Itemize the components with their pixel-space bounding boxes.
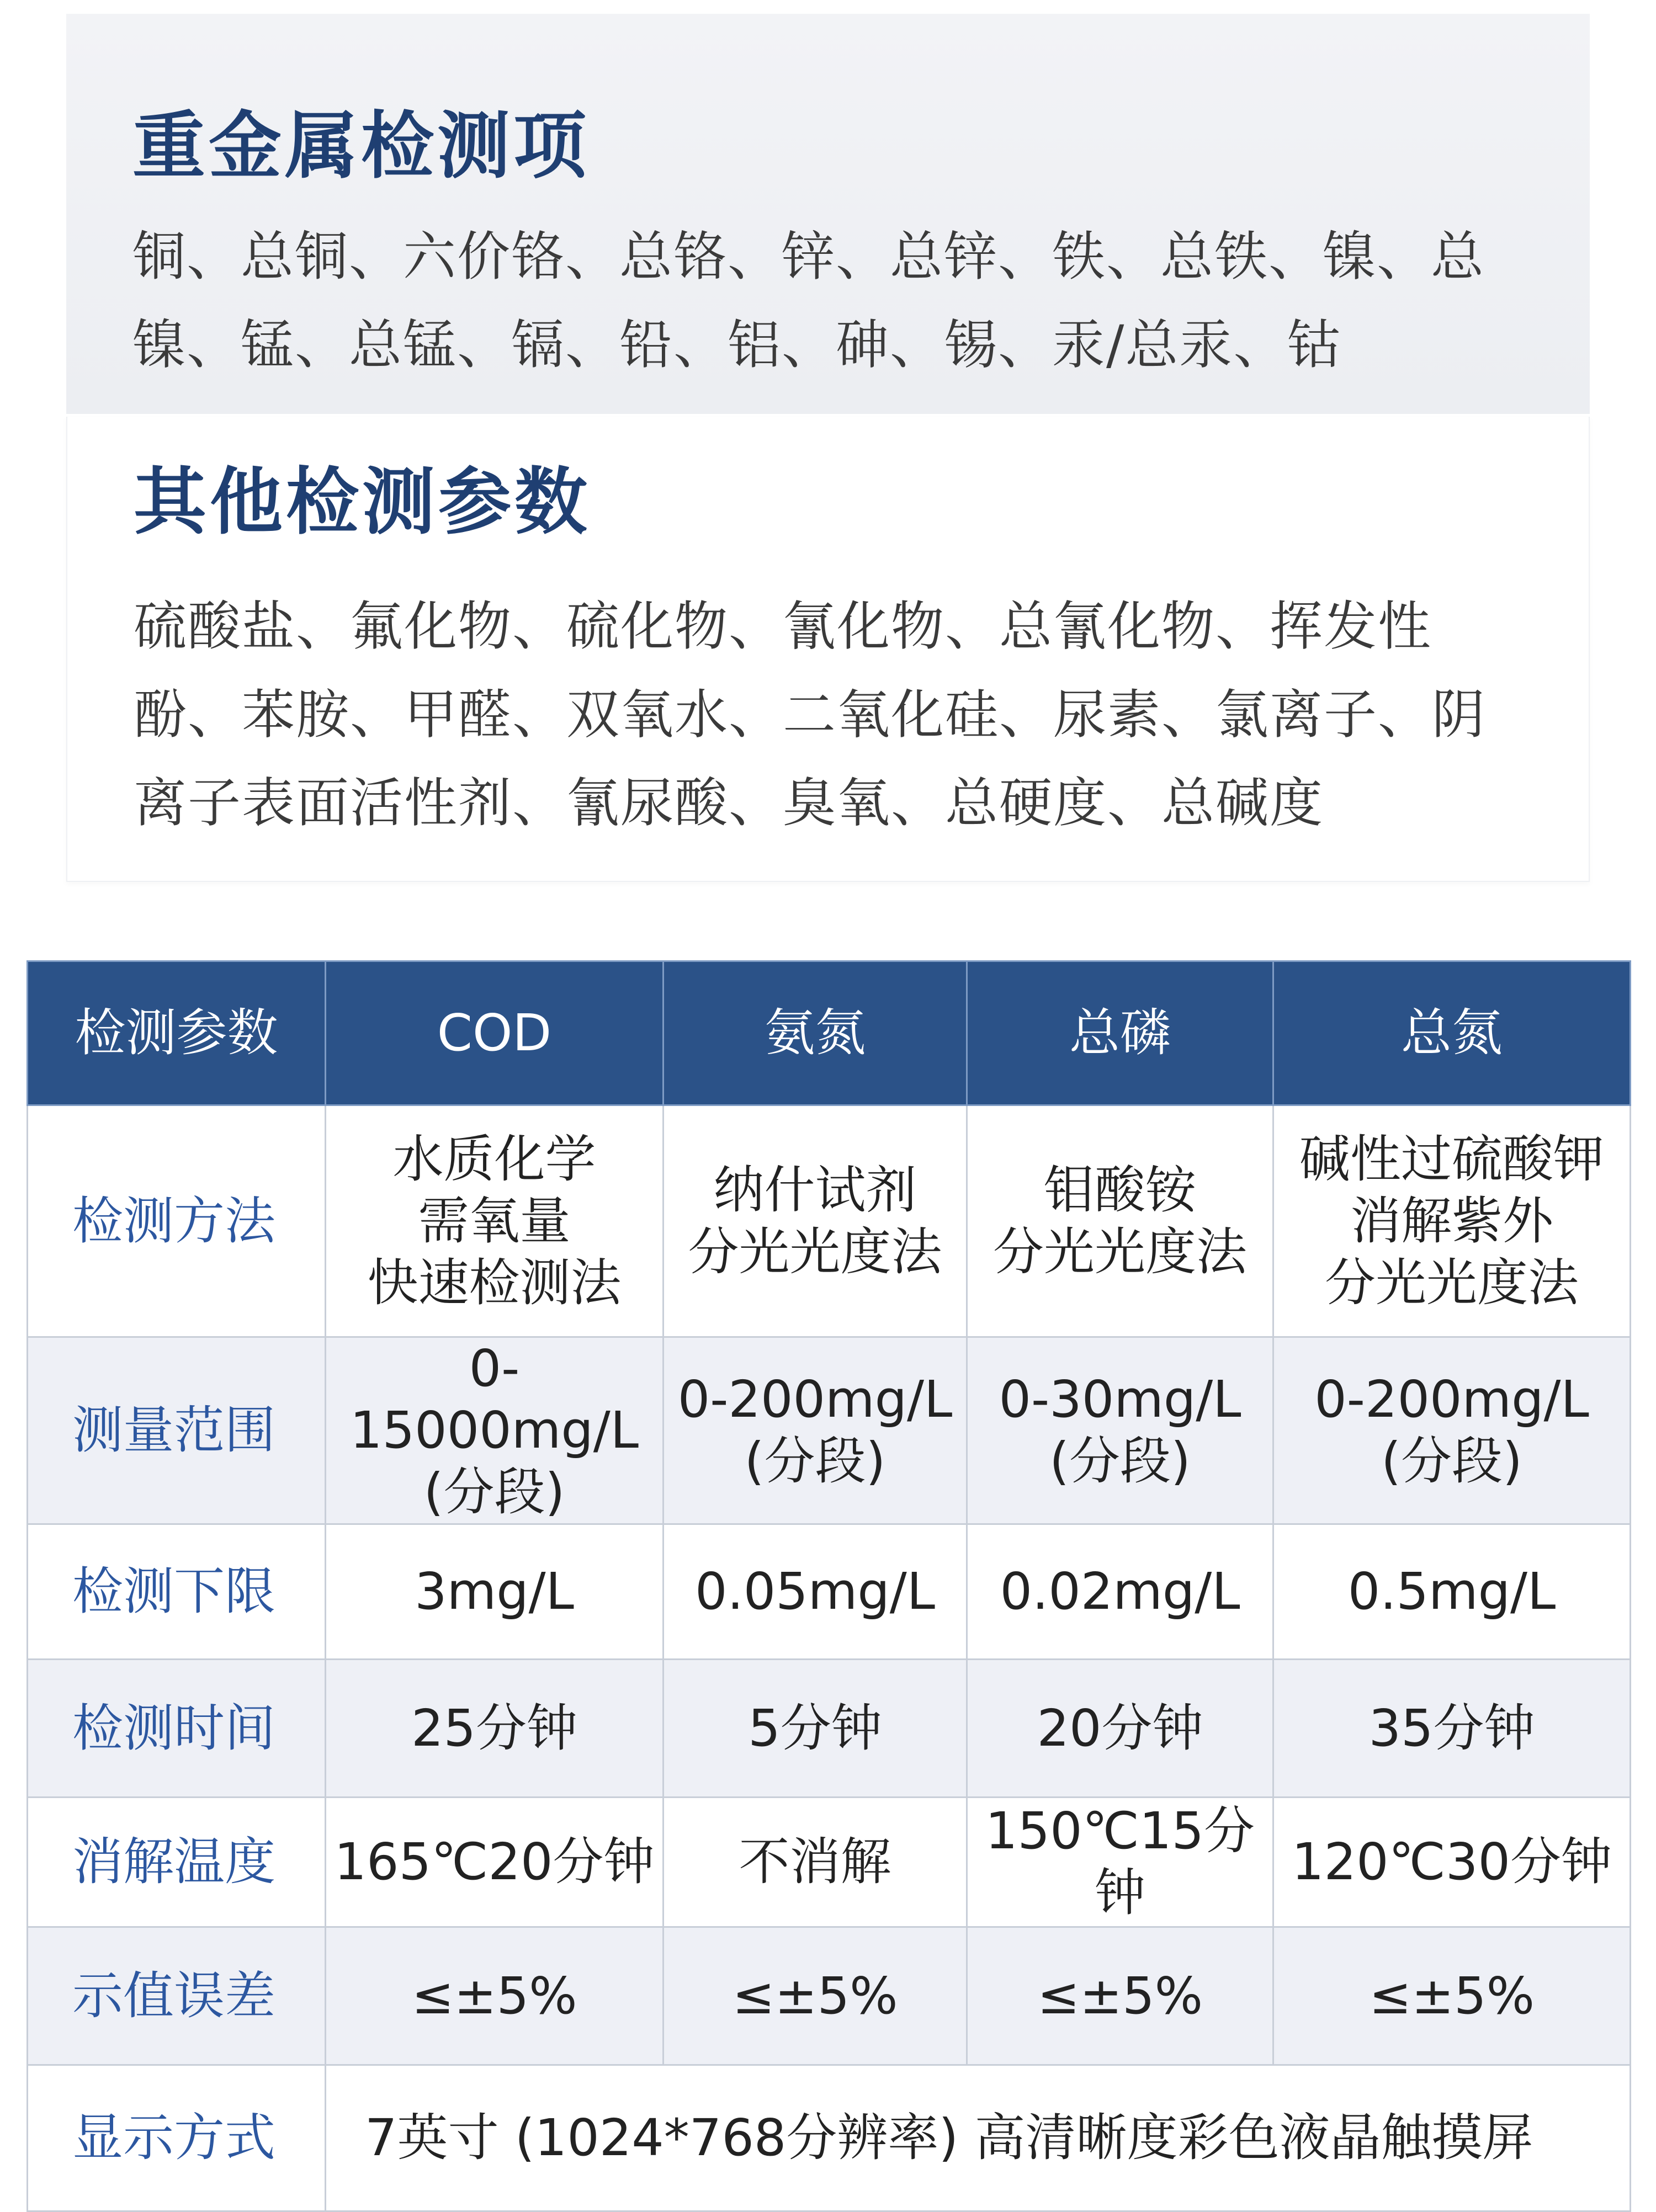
row-label: 消解温度 [28, 1798, 326, 1927]
header-total-nitrogen: 总氮 [1273, 961, 1631, 1105]
table-cell: 碱性过硫酸钾 消解紫外 分光光度法 [1273, 1105, 1631, 1337]
row-label: 示值误差 [28, 1927, 326, 2065]
table-row-display [28, 2065, 1631, 2211]
table-cell: 0.05mg/L [664, 1524, 967, 1660]
heavy-metals-title: 重金属检测项 [132, 104, 590, 189]
table-cell: 3mg/L [326, 1524, 664, 1660]
header-cod: COD [326, 961, 664, 1105]
table-row [28, 1927, 1631, 2065]
table-header-row [28, 961, 1631, 1105]
table-row [28, 1105, 1631, 1337]
spec-table [26, 960, 1631, 2212]
other-params-title: 其他检测参数 [134, 460, 591, 545]
table-cell: 水质化学 需氧量 快速检测法 [326, 1105, 664, 1337]
row-label: 检测下限 [28, 1524, 326, 1660]
table-cell: 钼酸铵 分光光度法 [967, 1105, 1273, 1337]
table-row [28, 1524, 1631, 1660]
table-cell: 不消解 [664, 1798, 967, 1927]
other-params-list: 硫酸盐、氟化物、硫化物、氰化物、总氰化物、挥发性酚、苯胺、甲醛、双氧水、二氧化硅、尿素、氯离子、阴离子表面活性剂、氰尿酸、臭氧、总硬度、总碱度 [134, 595, 1486, 834]
table-cell: 150℃15分钟 [967, 1798, 1273, 1927]
other-params-panel [66, 417, 1590, 882]
table-cell: ≤±5% [1273, 1927, 1631, 2065]
table-cell: 165℃20分钟 [326, 1798, 664, 1927]
table-cell: 35分钟 [1273, 1660, 1631, 1798]
display-value: 7英寸 (1024*768分辨率) 高清晰度彩色液晶触摸屏 [326, 2065, 1631, 2211]
table-cell: 5分钟 [664, 1660, 967, 1798]
heavy-metals-panel [66, 14, 1590, 414]
row-label: 检测时间 [28, 1660, 326, 1798]
table-row [28, 1337, 1631, 1524]
heavy-metals-list: 铜、总铜、六价铬、总铬、锌、总锌、铁、总铁、镍、总镍、锰、总锰、镉、铅、铝、砷、锡、汞/总汞、钴 [132, 226, 1485, 376]
row-label: 测量范围 [28, 1337, 326, 1524]
header-total-phosphorus: 总磷 [967, 961, 1273, 1105]
table-cell: 0-30mg/L (分段) [967, 1337, 1273, 1524]
header-param: 检测参数 [28, 961, 326, 1105]
table-cell: 0.5mg/L [1273, 1524, 1631, 1660]
row-label: 检测方法 [28, 1105, 326, 1337]
row-label: 显示方式 [28, 2065, 326, 2211]
table-cell: 0-200mg/L (分段) [1273, 1337, 1631, 1524]
table-cell: ≤±5% [664, 1927, 967, 2065]
table-cell: 25分钟 [326, 1660, 664, 1798]
table-row [28, 1798, 1631, 1927]
table-cell: 0-15000mg/L (分段) [326, 1337, 664, 1524]
table-cell: ≤±5% [967, 1927, 1273, 2065]
table-cell: 纳什试剂 分光光度法 [664, 1105, 967, 1337]
table-row [28, 1660, 1631, 1798]
table-cell: 20分钟 [967, 1660, 1273, 1798]
table-cell: 0.02mg/L [967, 1524, 1273, 1660]
table-cell: 120℃30分钟 [1273, 1798, 1631, 1927]
header-ammonia-nitrogen: 氨氮 [664, 961, 967, 1105]
table-cell: ≤±5% [326, 1927, 664, 2065]
table-cell: 0-200mg/L (分段) [664, 1337, 967, 1524]
